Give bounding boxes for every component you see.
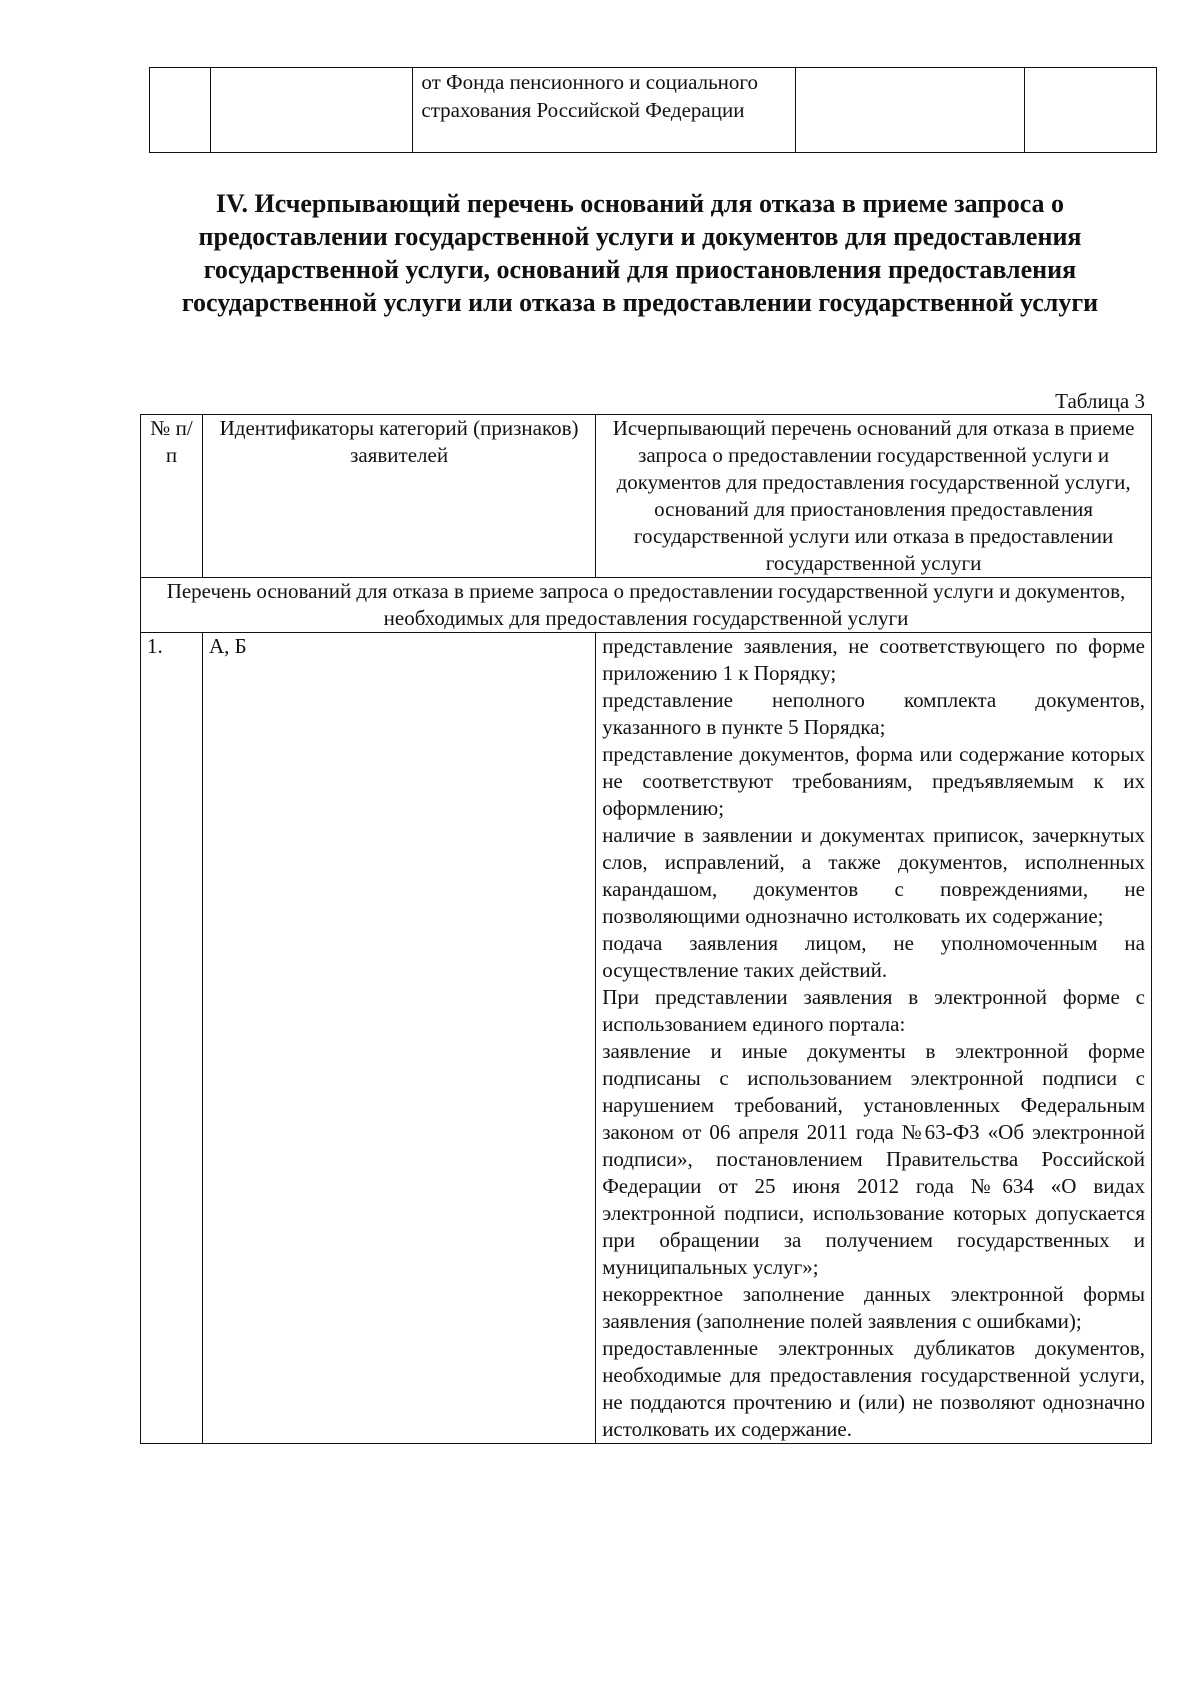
ground-item: некорректное заполнение данных электронной формы заявления (заполнение полей заявления с ошибками);: [602, 1282, 1145, 1333]
table-header-row: [141, 415, 1152, 578]
table-row: [141, 633, 1152, 1444]
row-categories: А, Б: [202, 633, 595, 1444]
section-heading: IV. Исчерпывающий перечень оснований для отказа в приеме запроса о предоставлении государственной услуги и документов для предоставления государственной услуги, оснований для приостановления предоставления государственной услуги или отказа в предоставлении государственной услуги: [181, 189, 1099, 317]
ground-item: наличие в заявлении и документах приписок, зачеркнутых слов, исправлений, а также документов, исполненных карандашом, документов с повреждениями, не позволяющими однозначно истолковать их содержание;: [602, 823, 1145, 928]
ground-item: подача заявления лицом, не уполномоченным на осуществление таких действий.: [602, 931, 1145, 982]
ground-item: При представлении заявления в электронной форме с использованием единого портала:: [602, 985, 1145, 1036]
ground-item: предоставленные электронных дубликатов документов, необходимые для предоставления государственной услуги, не поддаются прочтению и (или) не позволяют однозначно истолковать их содержание.: [602, 1336, 1145, 1441]
header-categories: Идентификаторы категорий (признаков) заявителей: [202, 415, 595, 578]
header-number: № п/п: [141, 415, 203, 578]
ground-item: заявление и иные документы в электронной форме подписаны с использованием электронной подписи с нарушением требований, установленных Федеральным законом от 06 апреля 2011 года №63-ФЗ «Об электронной подписи», постановлением Правительства Российской Федерации от 25 июня 2012 года №634 «О видах электронной подписи, использование которых допускается при обращении за получением государственных и муниципальных услуг»;: [602, 1039, 1145, 1279]
table-subheader: Перечень оснований для отказа в приеме запроса о предоставлении государственной услуги и документов, необходимых для предоставления государственной услуги: [141, 578, 1152, 633]
empty-cell: [211, 68, 413, 153]
empty-cell: [796, 68, 1025, 153]
empty-cell: [1025, 68, 1157, 153]
table-caption: Таблица 3: [1055, 389, 1145, 413]
continued-table-fragment: [149, 67, 1157, 153]
source-cell: от Фонда пенсионного и социального страхования Российской Федерации: [413, 68, 796, 153]
empty-cell: [150, 68, 211, 153]
row-number: 1.: [141, 633, 203, 1444]
ground-item: представление заявления, не соответствующего по форме приложению 1 к Порядку;: [602, 634, 1145, 685]
grounds-table: [140, 414, 1152, 1444]
ground-item: представление неполного комплекта документов, указанного в пункте 5 Порядка;: [602, 688, 1145, 739]
table-subheader-row: [141, 578, 1152, 633]
row-grounds: [596, 633, 1152, 1444]
header-grounds: Исчерпывающий перечень оснований для отказа в приеме запроса о предоставлении государственной услуги и документов для предоставления государственной услуги, оснований для приостановления предоставления государственной услуги или отказа в предоставлении государственной услуги: [596, 415, 1152, 578]
ground-item: представление документов, форма или содержание которых не соответствуют требованиям, предъявляемым к их оформлению;: [602, 742, 1145, 820]
